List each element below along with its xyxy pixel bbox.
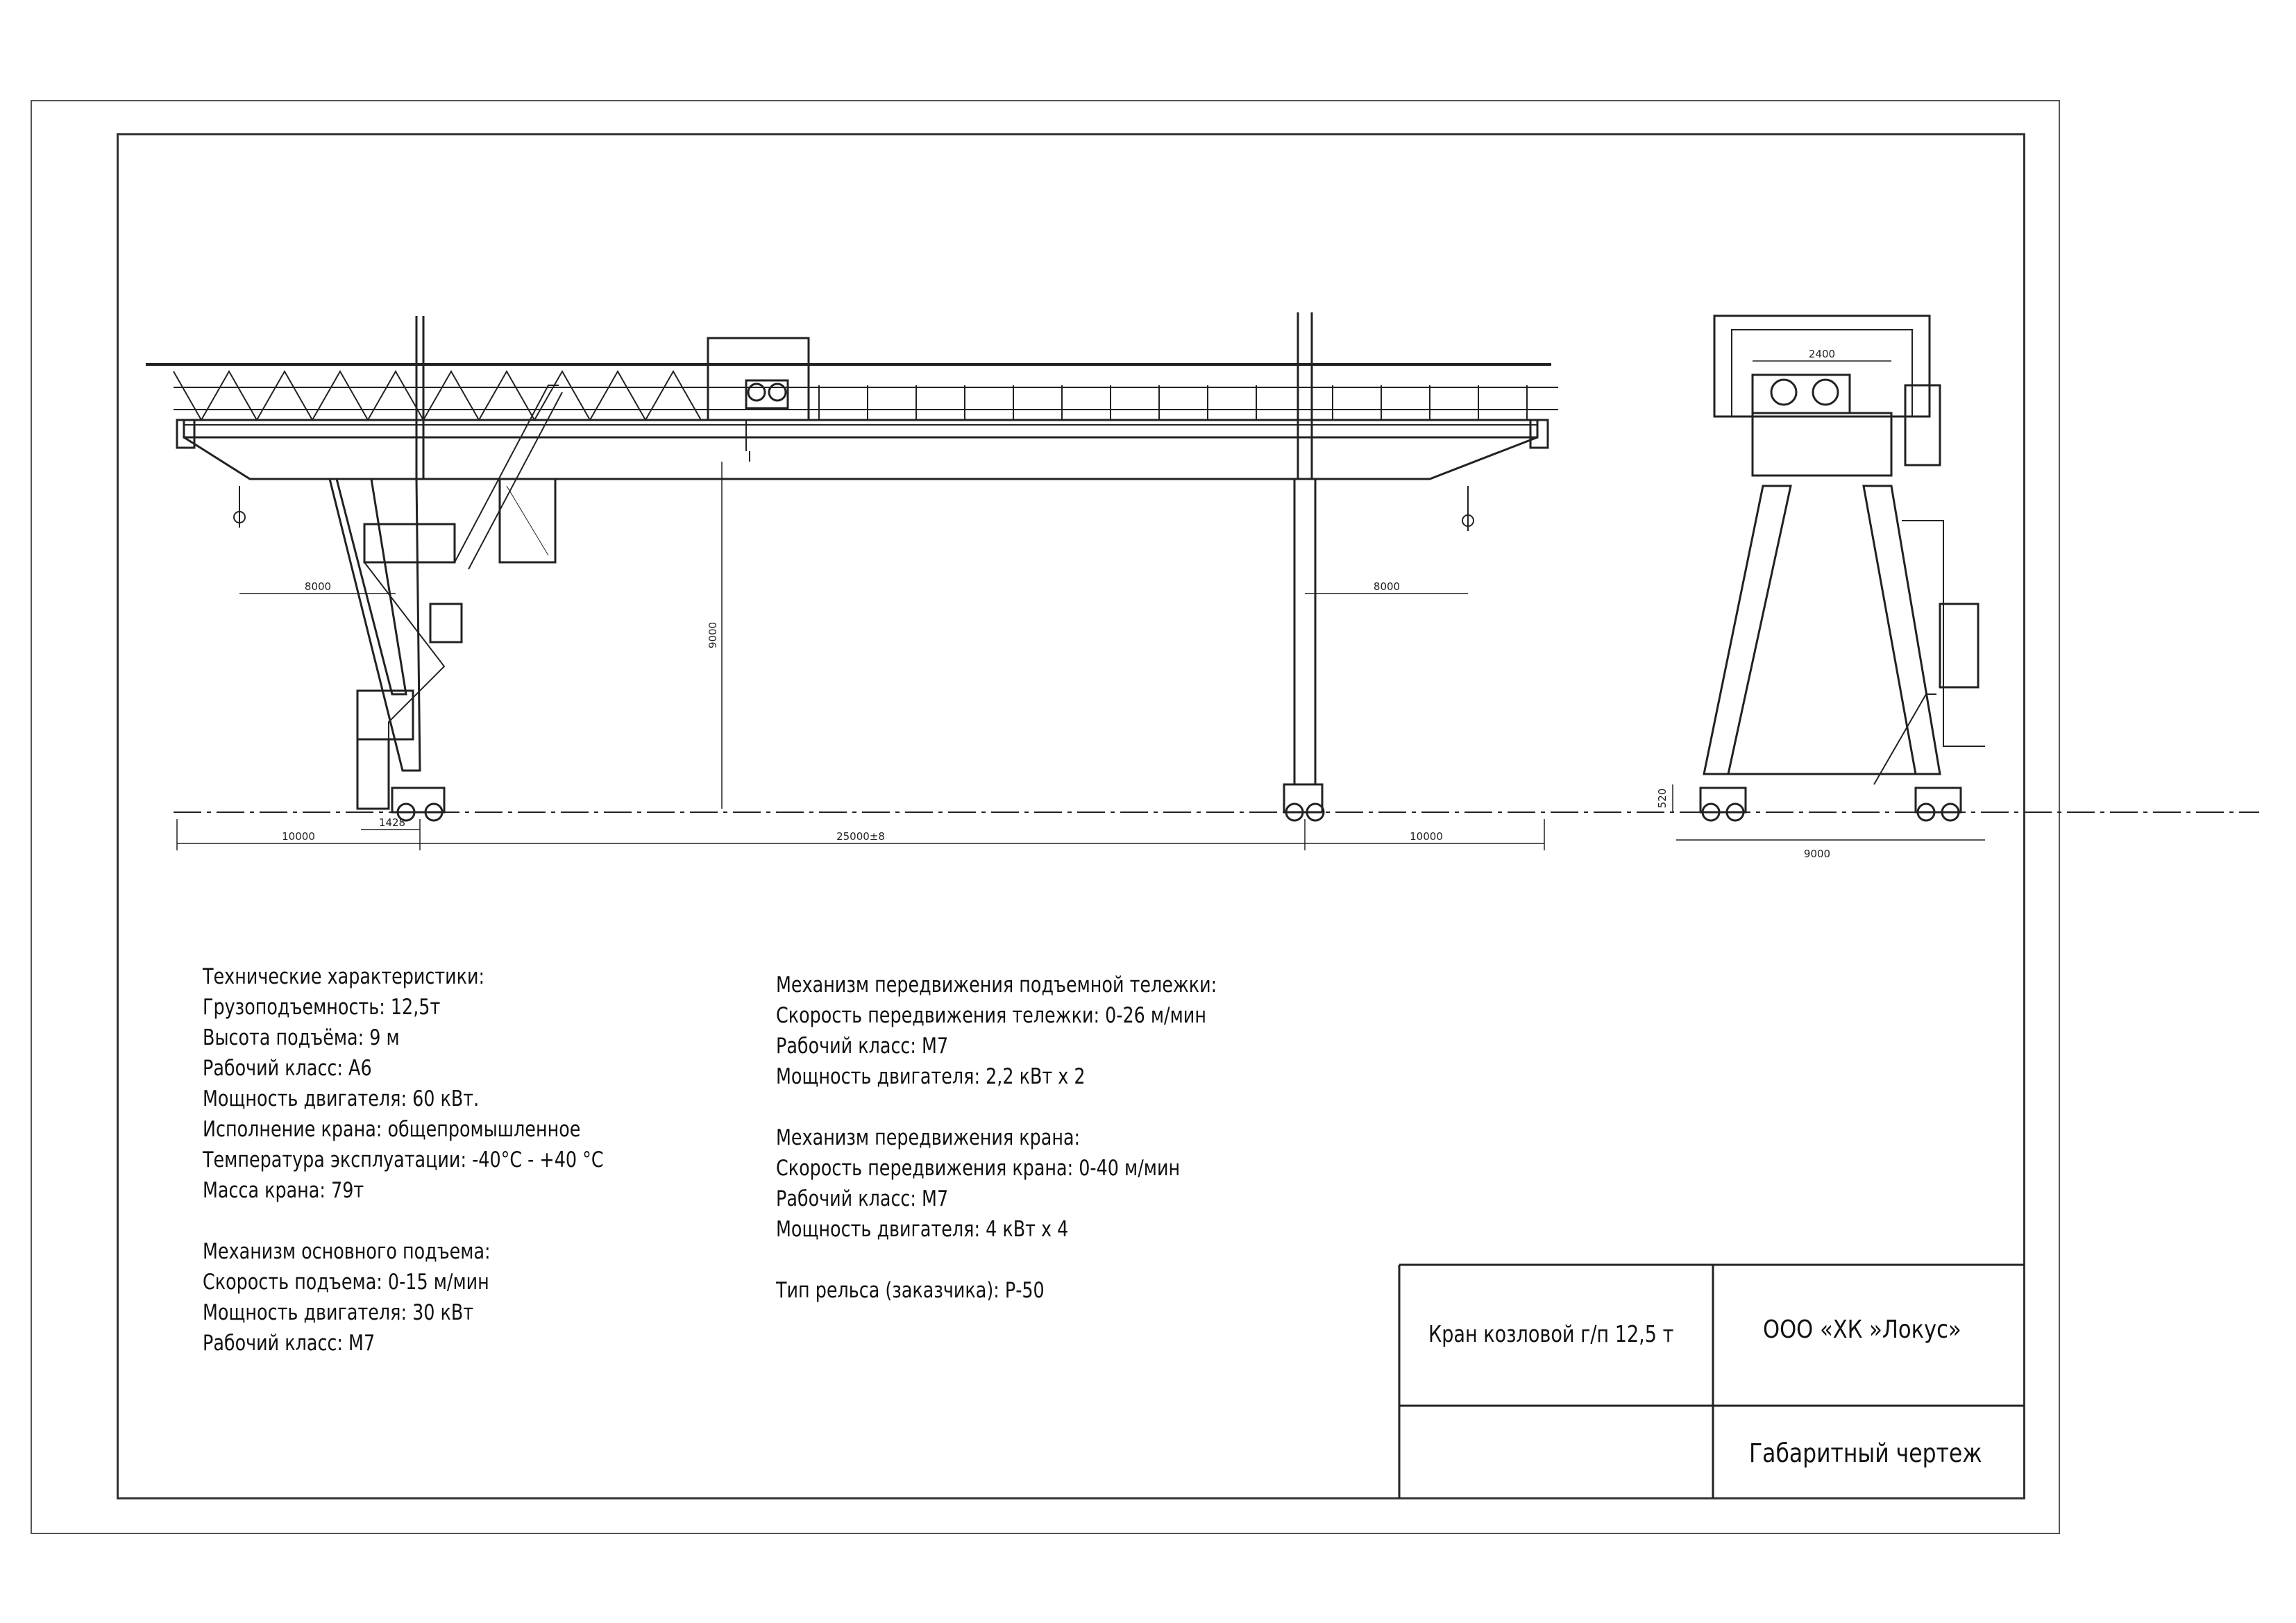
specs-left — [203, 961, 604, 1359]
spec-line: Скорость подъема: 0-15 м/мин — [203, 1270, 489, 1295]
spec-line: Мощность двигателя: 4 кВт x 4 — [776, 1217, 1069, 1242]
spec-line: Рабочий класс: М7 — [776, 1186, 949, 1211]
spec-line: Мощность двигателя: 30 кВт — [203, 1300, 474, 1325]
spec-line — [776, 1245, 1217, 1275]
specs-right — [776, 970, 1217, 1306]
spec-line: Скорость передвижения тележки: 0-26 м/мин — [776, 1003, 1206, 1028]
spec-line: Масса крана: 79т — [203, 1178, 364, 1203]
dim-right-hook-reach: 8000 — [1373, 580, 1401, 593]
dim-left-cantilever: 10000 — [282, 830, 315, 843]
spec-line: Технические характеристики: — [203, 964, 485, 989]
spec-line: Мощность двигателя: 2,2 кВт x 2 — [776, 1064, 1086, 1089]
spec-line: Рабочий класс: М7 — [776, 1034, 949, 1059]
dim-span: 25000±8 — [836, 830, 885, 843]
title-block-doc-type: Габаритный чертеж — [1749, 1438, 1982, 1468]
spec-line — [776, 1092, 1217, 1122]
dim-lift-height: 9000 — [707, 621, 719, 649]
spec-line: Механизм передвижения крана: — [776, 1125, 1081, 1150]
spec-line: Грузоподъемность: 12,5т — [203, 995, 441, 1020]
spec-line: Рабочий класс: М7 — [203, 1331, 375, 1356]
main-girder — [146, 364, 1558, 479]
spec-line: Тип рельса (заказчика): Р-50 — [776, 1278, 1045, 1303]
spec-line: Скорость передвижения крана: 0-40 м/мин — [776, 1156, 1181, 1181]
dim-wheel-height: 520 — [1656, 788, 1669, 809]
right-leg — [1284, 312, 1324, 821]
spec-line: Механизм основного подъема: — [203, 1239, 491, 1264]
side-view — [1673, 316, 1985, 840]
spec-line: Мощность двигателя: 60 кВт. — [203, 1086, 480, 1111]
spec-line — [203, 1206, 604, 1236]
spec-line: Высота подъёма: 9 м — [203, 1025, 400, 1050]
dim-right-cantilever: 10000 — [1410, 830, 1443, 843]
title-block-company: ООО «ХК »Локус» — [1763, 1315, 1961, 1344]
spec-line: Рабочий класс: А6 — [203, 1056, 372, 1081]
dim-left-hook-reach: 8000 — [304, 580, 332, 593]
truss-zigzag — [174, 371, 701, 420]
dim-leg-offset: 1428 — [378, 816, 406, 829]
left-leg — [330, 316, 562, 821]
railing-posts — [819, 385, 1527, 420]
spec-line: Механизм передвижения подъемной тележки: — [776, 973, 1217, 998]
title-block-product: Кран козловой г/п 12,5 т — [1428, 1320, 1674, 1347]
spec-line: Исполнение крана: общепромышленное — [203, 1117, 581, 1142]
trolley — [708, 338, 809, 462]
dim-side-width: 9000 — [1803, 848, 1831, 860]
spec-line: Температура эксплуатации: -40°C - +40 °C — [203, 1147, 604, 1172]
dim-trolley-gauge: 2400 — [1808, 348, 1836, 360]
